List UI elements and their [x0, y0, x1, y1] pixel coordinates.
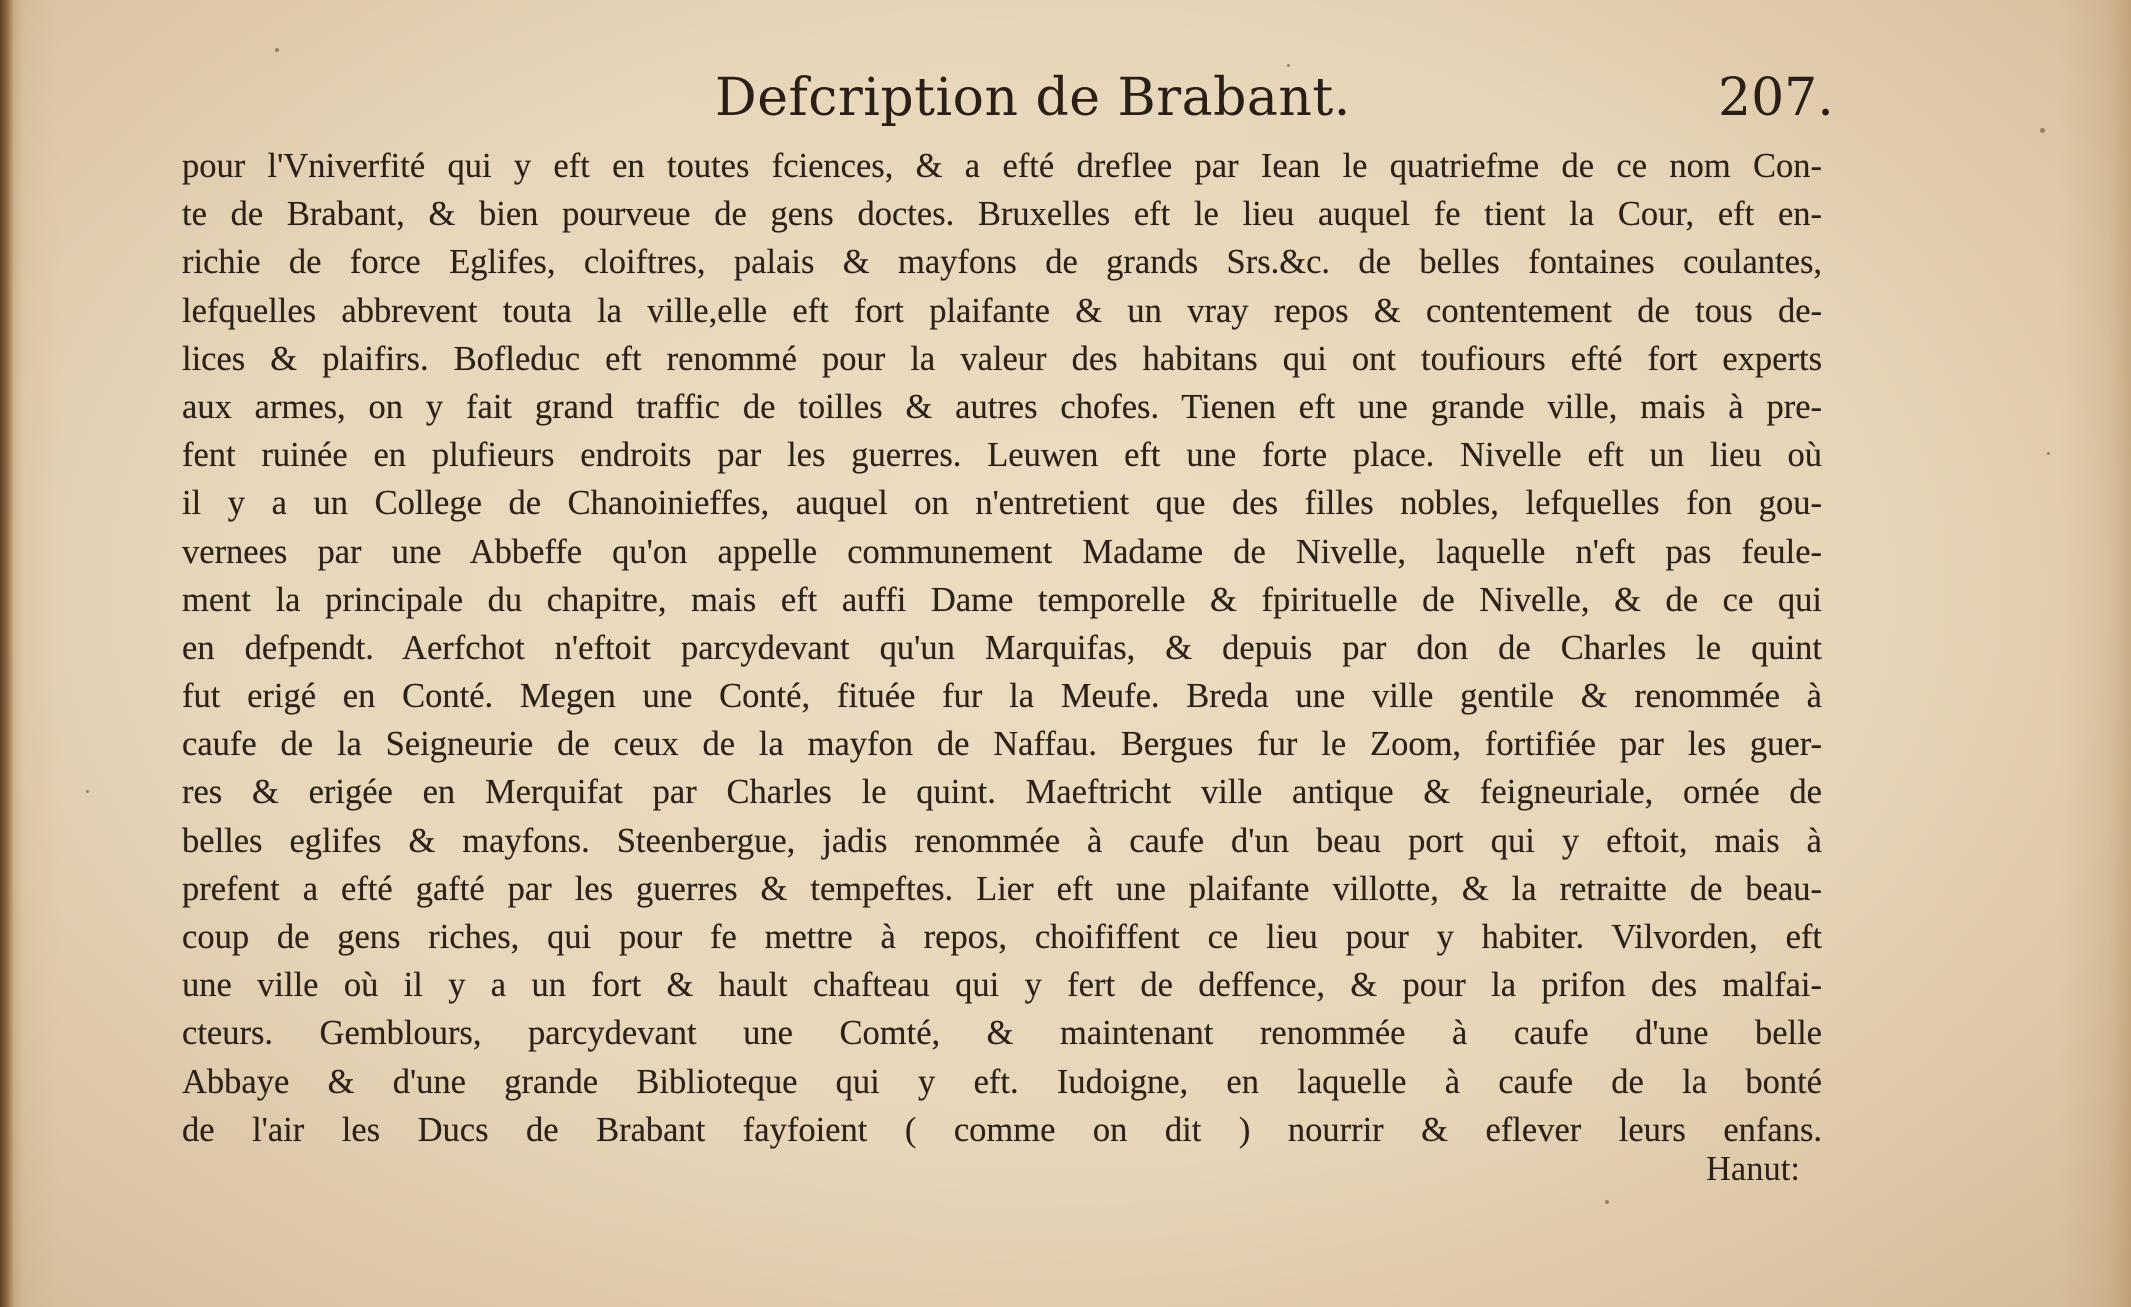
- paper-speck: [86, 790, 89, 793]
- text-line: cteurs. Gemblours, parcydevant une Comté, & maintenant renommée à caufe d'une belle: [182, 1014, 1822, 1053]
- text-line: fut erigé en Conté. Megen une Conté, fituée fur la Meufe. Breda une ville gentile & renommée à: [182, 677, 1822, 716]
- text-line: pour l'Vniverfité qui y eft en toutes fciences, & a efté dreflee par Iean le quatriefme de ce nom Con-: [182, 147, 1822, 185]
- binding-edge: [0, 0, 14, 1307]
- text-line: richie de force Eglifes, cloiftres, palais & mayfons de grands Srs.&c. de belles fontaines coulantes,: [182, 243, 1822, 282]
- paper-speck: [275, 48, 279, 52]
- text-line: ment la principale du chapitre, mais eft auffi Dame temporelle & fpirituelle de Nivelle, & de ce qui: [182, 580, 1822, 619]
- text-line: coup de gens riches, qui pour fe mettre à repos, choififfent ce lieu pour y habiter. Vilvorden, eft: [182, 918, 1822, 956]
- text-line: aux armes, on y fait grand traffic de toilles & autres chofes. Tienen eft une grande ville, mais à pre-: [182, 387, 1822, 426]
- text-line: caufe de la Seigneurie de ceux de la mayfon de Naffau. Bergues fur le Zoom, fortifiée par les guer-: [182, 725, 1822, 764]
- text-line: il y a un College de Chanoinieffes, auquel on n'entretient que des filles nobles, lefquelles fon gou-: [182, 484, 1822, 523]
- text-line: lefquelles abbrevent touta la ville,elle eft fort plaifante & un vray repos & contentement de tous de-: [182, 291, 1822, 330]
- paper-speck: [2047, 452, 2050, 455]
- paper-speck: [2040, 128, 2045, 133]
- text-line: de l'air les Ducs de Brabant fayfoient ( comme on dit ) nourrir & eflever leurs enfans.: [182, 1110, 1822, 1149]
- text-line: res & erigée en Merquifat par Charles le quint. Maeftricht ville antique & feigneuriale, ornée de: [182, 773, 1822, 812]
- page-number: 207.: [1718, 68, 1834, 128]
- running-title: Defcription de Brabant.: [715, 68, 1351, 128]
- text-line: prefent a efté gafté par les guerres & tempeftes. Lier eft une plaifante villotte, & la retraitte de beau-: [182, 869, 1822, 908]
- text-line: lices & plaifirs. Bofleduc eft renommé pour la valeur des habitans qui ont toufiours efté fort experts: [182, 339, 1822, 378]
- text-line: te de Brabant, & bien pourveue de gens doctes. Bruxelles eft le lieu auquel fe tient la Cour, eft en-: [182, 195, 1822, 234]
- text-line: belles eglifes & mayfons. Steenbergue, jadis renommée à caufe d'un beau port qui y eftoit, mais à: [182, 821, 1822, 860]
- text-line: Abbaye & d'une grande Biblioteque qui y eft. Iudoigne, en laquelle à caufe de la bonté: [182, 1062, 1822, 1101]
- text-line: vernees par une Abbeffe qu'on appelle communement Madame de Nivelle, laquelle n'eft pas feule-: [182, 532, 1822, 571]
- body-text: [182, 142, 1822, 1154]
- text-line: fent ruinée en plufieurs endroits par les guerres. Leuwen eft une forte place. Nivelle eft un lieu où: [182, 436, 1822, 475]
- text-line: une ville où il y a un fort & hault chafteau qui y fert de deffence, & pour la prifon des malfai-: [182, 966, 1822, 1005]
- catchword: Hanut:: [1706, 1150, 1800, 1188]
- paper-speck: [1287, 64, 1290, 67]
- paper-speck: [1605, 1200, 1609, 1204]
- text-line: en defpendt. Aerfchot n'eftoit parcydevant qu'un Marquifas, & depuis par don de Charles le quint: [182, 628, 1822, 667]
